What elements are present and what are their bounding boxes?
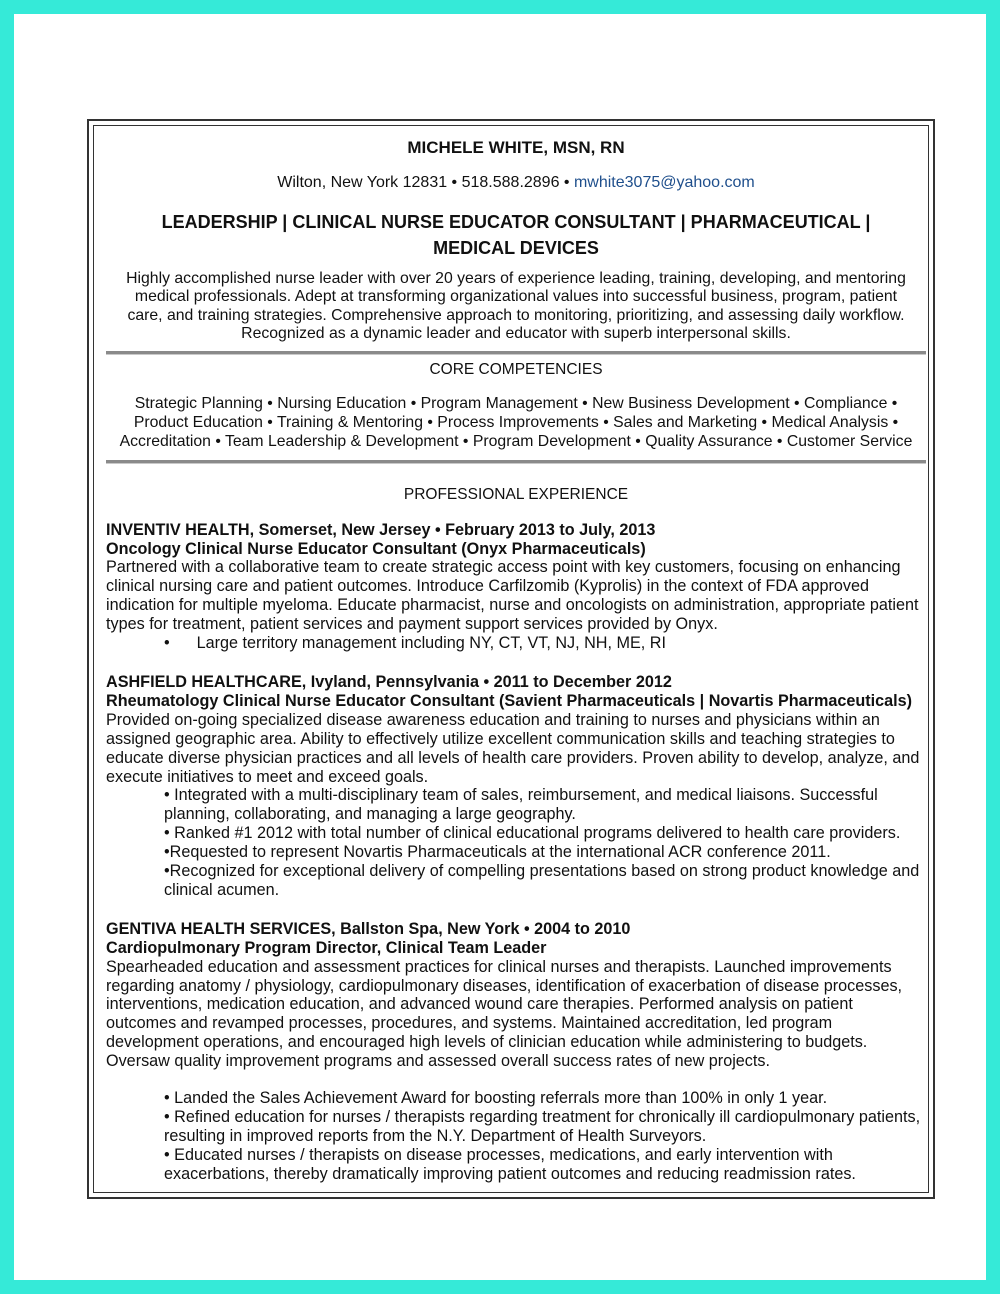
job-description-line: Spearheaded education and assessment practices for clinical nurses and therapists. Launched improvements [106, 957, 892, 976]
summary-line: medical professionals. Adept at transforming organizational values into successful business, program, patient [134, 288, 898, 306]
job-bullet-continuation: resulting in improved reports from the N.Y. Department of Health Surveyors. [164, 1126, 707, 1145]
job-description-line: assigned geographic area. Ability to effectively utilize excellent communication skills and teaching strategies to [106, 729, 895, 748]
job-company-line: GENTIVA HEALTH SERVICES, Ballston Spa, New York • 2004 to 2010 [106, 919, 631, 938]
summary-line: Highly accomplished nurse leader with over 20 years of experience leading, training, developing, and mentoring [126, 269, 906, 287]
resume-inner-border [93, 125, 929, 1193]
contact-location-phone: Wilton, New York 12831 • 518.588.2896 • [277, 173, 574, 191]
job-description-line: clinical nursing care and patient outcomes. Introduce Carfilzomib (Kyprolis) in the context of FDA approved [106, 577, 869, 596]
competencies-title: CORE COMPETENCIES [429, 360, 603, 378]
job-bullet: • Refined education for nurses / therapists regarding treatment for chronically ill cardiopulmonary patients, [164, 1108, 921, 1126]
candidate-name: MICHELE WHITE, MSN, RN [407, 138, 625, 157]
job-bullet: • Large territory management including NY, CT, VT, NJ, NH, ME, RI [164, 634, 666, 653]
section-divider [106, 460, 926, 464]
section-divider [106, 351, 926, 355]
job-description-line: development operations, and encouraged high levels of clinician education while administering to budgets. [106, 1033, 868, 1052]
headline-line-1: LEADERSHIP | CLINICAL NURSE EDUCATOR CONSULTANT | PHARMACEUTICAL | [161, 211, 871, 232]
spacer [106, 1071, 926, 1089]
job-description-line: execute initiatives to meet and exceed goals. [106, 767, 429, 786]
summary [106, 270, 926, 344]
competencies-line: Strategic Planning • Nursing Education • Program Management • New Business Development • Compliance • [134, 394, 898, 412]
job-description [106, 711, 926, 787]
job-description-line: outcomes and revamped processes, procedures, and systems. Maintained accreditation, led program [106, 1014, 833, 1033]
job-bullet: • Ranked #1 2012 with total number of clinical educational programs delivered to health care providers. [164, 824, 901, 843]
summary-line: care, and training strategies. Comprehensive approach to monitoring, prioritizing, and assessing daily workflow. [127, 306, 905, 324]
job-description-line: indication for multiple myeloma. Educate pharmacist, nurse and oncologists on administration, appropriate patient [106, 596, 919, 615]
job-description [106, 958, 926, 1071]
job-role: Cardiopulmonary Program Director, Clinical Team Leader [106, 938, 547, 957]
job-description-line: types for treatment, patient services and payment support services provided by Onyx. [106, 615, 718, 634]
competencies-list [106, 394, 926, 451]
job-description-line: educate diverse physician practices and all levels of health care providers. Proven ability to develop, analyze, and [106, 748, 920, 767]
job-entry-gentiva [106, 920, 926, 1184]
job-bullet: • Landed the Sales Achievement Award for boosting referrals more than 100% in only 1 year. [164, 1089, 828, 1108]
job-description-line: Provided on-going specialized disease awareness education and training to nurses and physicians within an [106, 710, 880, 729]
job-role: Oncology Clinical Nurse Educator Consultant (Onyx Pharmaceuticals) [106, 539, 646, 558]
job-bullet: •Requested to represent Novartis Pharmaceuticals at the international ACR conference 2011. [164, 843, 831, 862]
job-entry-ashfield [106, 673, 926, 900]
competencies-line: Product Education • Training & Mentoring • Process Improvements • Sales and Marketing • Medical Analysis • [133, 413, 899, 431]
job-bullet-continuation: exacerbations, thereby dramatically improving patient outcomes and reducing readmission rates. [164, 1164, 856, 1183]
job-description-line: Oversaw quality improvement programs and assessed overall success rates of new projects. [106, 1052, 770, 1071]
job-bullet: •Recognized for exceptional delivery of compelling presentations based on strong product knowledge and [164, 862, 920, 881]
job-entry-inventiv [106, 521, 926, 653]
job-bullet-continuation: planning, collaborating, and managing a large geography. [164, 805, 576, 824]
job-bullet-continuation: clinical acumen. [164, 880, 280, 899]
experience-title: PROFESSIONAL EXPERIENCE [403, 485, 629, 503]
competencies-line: Accreditation • Team Leadership & Development • Program Development • Quality Assurance • Customer Service [119, 432, 913, 450]
job-bullet: • Integrated with a multi-disciplinary team of sales, reimbursement, and medical liaisons. Successful [164, 786, 878, 805]
job-description [106, 558, 926, 634]
job-company-line: INVENTIV HEALTH, Somerset, New Jersey • February 2013 to July, 2013 [106, 520, 656, 539]
resume-document [87, 119, 935, 1199]
job-description-line: Partnered with a collaborative team to create strategic access point with key customers, focusing on enhancing [106, 558, 901, 577]
resume-content [106, 136, 926, 1184]
contact-line [106, 174, 926, 193]
job-description-line: interventions, medication education, and advanced wound care therapies. Performed analysis on patient [106, 995, 853, 1014]
email-link[interactable]: mwhite3075@yahoo.com [573, 173, 755, 191]
job-description-line: regarding anatomy / physiology, cardiopulmonary diseases, identification of exacerbation of disease processes, [106, 976, 903, 995]
headline-line-2: MEDICAL DEVICES [433, 237, 599, 258]
summary-line: Recognized as a dynamic leader and educator with superb interpersonal skills. [241, 325, 791, 343]
headline [106, 209, 926, 261]
job-bullet: • Educated nurses / therapists on disease processes, medications, and early intervention with [164, 1145, 833, 1164]
job-role: Rheumatology Clinical Nurse Educator Consultant (Savient Pharmaceuticals | Novartis Pharmaceuticals) [106, 691, 913, 710]
job-company-line: ASHFIELD HEALTHCARE, Ivyland, Pennsylvania • 2011 to December 2012 [106, 672, 672, 691]
